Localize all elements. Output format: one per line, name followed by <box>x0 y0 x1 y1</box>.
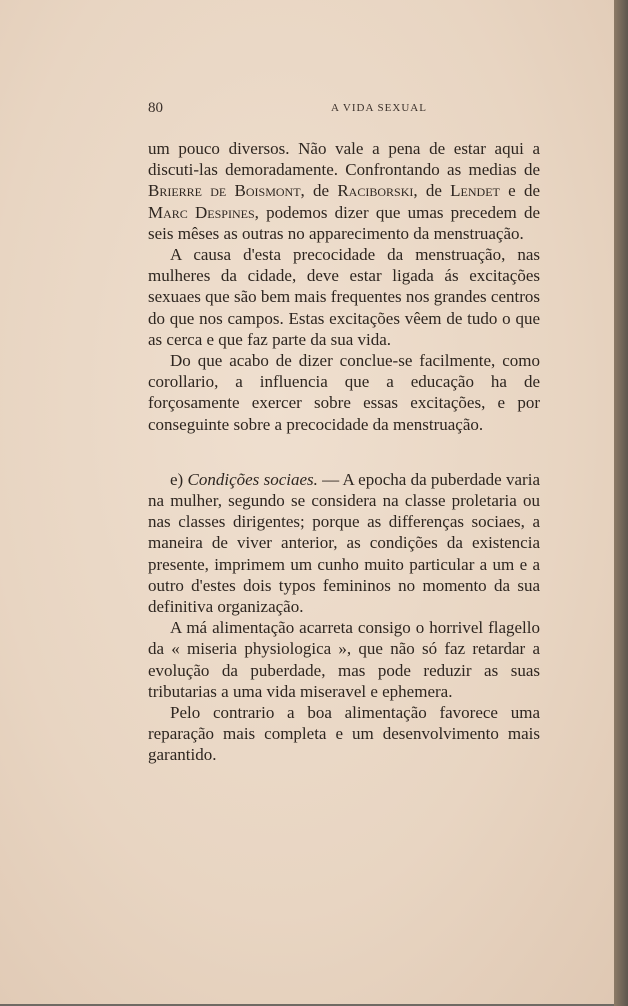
body-text <box>148 138 540 766</box>
paragraph-continuation <box>148 138 540 244</box>
author-name: Raciborski <box>337 181 414 201</box>
author-name: Lendet <box>450 181 500 201</box>
paragraph: Do que acabo de dizer conclue-se facilmente, como corollario, a influencia que a educação ha de forçosamente exercer sobre essas excitações, e por conseguinte sobre a precocidade da menstruação. <box>148 351 540 434</box>
paragraph: A causa d'esta precocidade da menstruação, nas mulheres da cidade, deve estar ligada ás excitações sexuaes que são bem mais frequentes nos grandes centros do que nos campos. Estas excitações vêem de tudo o que as cerca e que faz parte da sua vida. <box>148 245 540 349</box>
paragraph-text: — A epocha da puberdade varia na mulher, segundo se considera na classe proletaria ou nas classes dirigentes; porque as differenças sociaes, a maneira de viver anterior, as condições da existencia presente, imprimem um cunho muito particular a um e a outro d'estes dois typos femininos no momento da sua definitiva organização. <box>148 469 540 617</box>
author-name: Marc Despines <box>148 202 255 222</box>
paragraph-text: , de <box>300 181 338 201</box>
paragraph: A má alimentação acarreta consigo o horrivel flagello da « miseria physiologica », que não só faz retardar a evolução da puberdade, mas pode reduzir as suas tributarias a uma vida miseravel e ephemera. <box>148 618 540 701</box>
book-spine-edge <box>614 0 628 1006</box>
section-paragraph <box>148 469 540 617</box>
section-label: e) <box>170 469 184 489</box>
running-head: A VIDA SEXUAL <box>331 102 427 114</box>
paragraph-text: um pouco diversos. Não vale a pena de estar aqui a discuti-las demoradamente. Confrontando as medias de <box>148 139 540 180</box>
page-number: 80 <box>148 100 163 116</box>
author-name: Brierre de Boismont <box>148 181 301 201</box>
paragraph-text: , de <box>413 181 451 201</box>
paragraph-text: , podemos dizer que umas precedem de seis mêses as outras no apparecimento da menstruação. <box>148 202 540 243</box>
page-header <box>148 100 540 120</box>
section-gap <box>148 435 540 469</box>
paragraph-text: e de <box>499 181 540 201</box>
paragraph: Pelo contrario a boa alimentação favorece uma reparação mais completa e um desenvolvimento mais garantido. <box>148 703 540 765</box>
section-heading: Condições sociaes. <box>187 469 318 489</box>
